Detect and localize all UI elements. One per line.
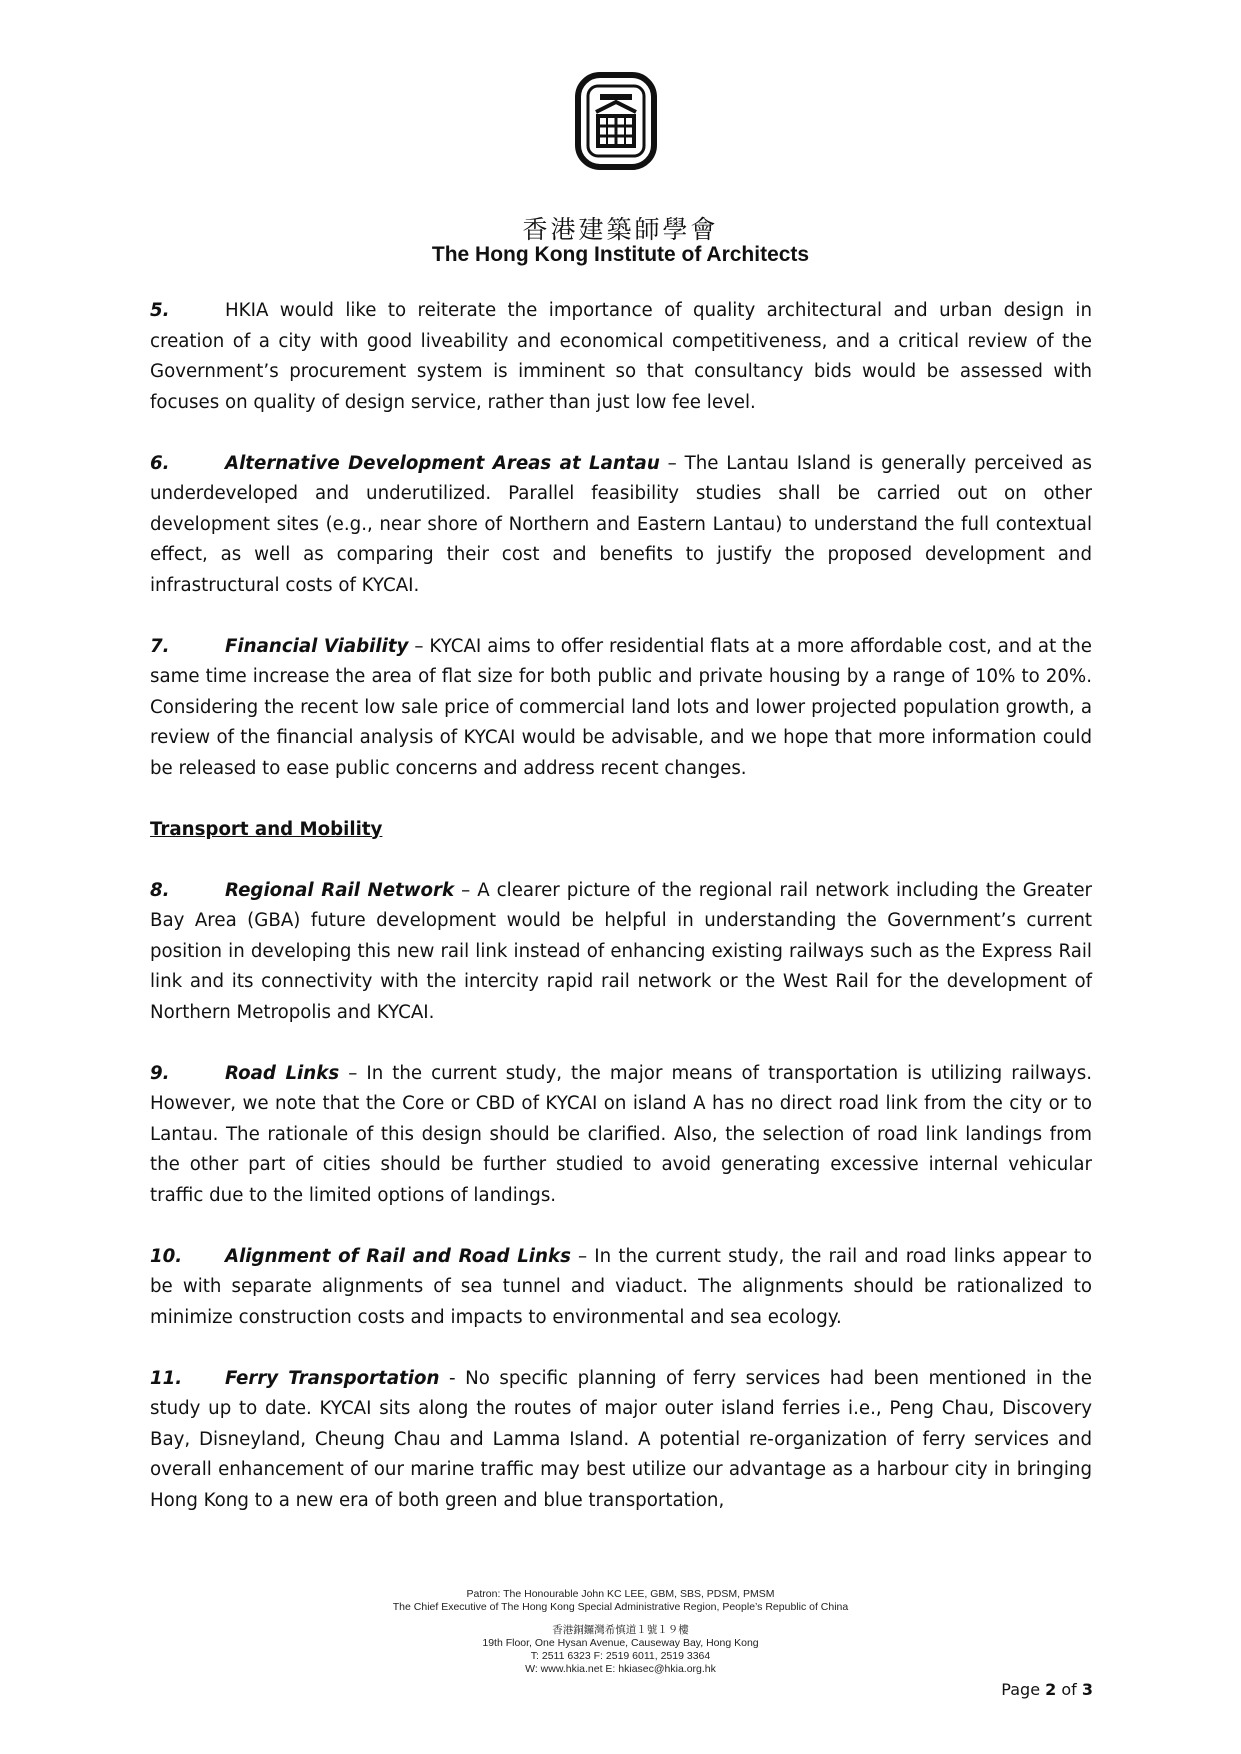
paragraph-11 [150, 1364, 1092, 1517]
paragraph-text: – The Lantau Island is generally perceived as underdeveloped and underutilized. Parallel feasibility studies shall be carried out on other development sites (e.g., near shore of Northern and Eastern Lantau) to understand the full contextual effect, as well as comparing their cost and benefits to justify the proposed development and infrastructural costs of KYCAI. [150, 452, 1092, 596]
footer-address: 19th Floor, One Hysan Avenue, Causeway Bay, Hong Kong [482, 1637, 759, 1649]
section-heading: Transport and Mobility [150, 818, 383, 840]
paragraph-7 [150, 632, 1092, 785]
paragraph-text: – KYCAI aims to offer residential flats at a more affordable cost, and at the same time increase the area of flat size for both public and private housing by a range of 10% to 20%. Considering the recent low sale price of commercial land lots and lower projected population growth, a review of the financial analysis of KYCAI would be advisable, and we hope that more information could be released to ease public concerns and address recent changes. [150, 635, 1092, 779]
footer-web-email: W: www.hkia.net E: hkiasec@hkia.org.hk [525, 1663, 716, 1675]
paragraph-10 [150, 1242, 1092, 1334]
paragraph-number: 11. [150, 1367, 183, 1389]
paragraph-text: – A clearer picture of the regional rail network including the Greater Bay Area (GBA) future development would be helpful in understanding the Government’s current position in developing this new rail link instead of enhancing existing railways such as the Express Rail link and its connectivity with the intercity rapid rail network or the West Rail for the development of Northern Metropolis and KYCAI. [150, 879, 1092, 1023]
paragraph-title: Ferry Transportation [225, 1367, 440, 1389]
footer-address-chinese: 香港銅鑼灣希慎道１號１９樓 [552, 1624, 689, 1636]
paragraph-text: – In the current study, the major means of transportation is utilizing railways. However, we note that the Core or CBD of KYCAI on island A has no direct road link from the city or to Lantau. The rationale of this design should be clarified. Also, the selection of road link landings from the other part of cities should be further studied to avoid generating excessive internal vehicular traffic due to the limited options of landings. [150, 1062, 1092, 1206]
paragraph-text: HKIA would like to reiterate the importance of quality architectural and urban design in creation of a city with good liveability and economical competitiveness, and a critical review of the Government’s procurement system is imminent so that consultancy bids would be assessed with focuses on quality of design service, rather than just low fee level. [150, 300, 1092, 413]
paragraph-number: 7. [150, 635, 170, 657]
paragraph-5 [150, 296, 1092, 418]
paragraph-title: Alternative Development Areas at Lantau [225, 452, 660, 474]
page-total: 3 [1081, 1680, 1093, 1699]
hkia-logo [574, 72, 658, 170]
paragraph-number: 8. [150, 879, 170, 901]
page-prefix: Page [1001, 1680, 1046, 1699]
letterhead-footer [0, 1588, 1241, 1676]
paragraph-number: 10. [150, 1245, 183, 1267]
footer-patron-title: The Chief Executive of The Hong Kong Special Administrative Region, People’s Republic of China [392, 1601, 849, 1613]
footer-patron: Patron: The Honourable John KC LEE, GBM, SBS, PDSM, PMSM [466, 1588, 775, 1600]
paragraph-title: Road Links [225, 1062, 340, 1084]
paragraph-text: - No specific planning of ferry services had been mentioned in the study up to date. KYCAI sits along the routes of major outer island ferries i.e., Peng Chau, Discovery Bay, Disneyland, Cheung Chau and Lamma Island. A potential re-organization of ferry services and overall enhancement of our marine traffic may best utilize our advantage as a harbour city in bringing Hong Kong to a new era of both green and blue transportation, [150, 1367, 1092, 1511]
paragraph-6 [150, 449, 1092, 602]
page-number [1001, 1680, 1093, 1699]
page-mid: of [1056, 1680, 1082, 1699]
paragraph-number: 5. [150, 300, 170, 321]
paragraph-title: Alignment of Rail and Road Links [225, 1245, 571, 1267]
paragraph-number: 9. [150, 1062, 170, 1084]
org-name-english: The Hong Kong Institute of Architects [431, 243, 810, 266]
paragraph-title: Financial Viability [225, 635, 409, 657]
paragraph-text: – In the current study, the rail and road links appear to be with separate alignments of sea tunnel and viaduct. The alignments should be rationalized to minimize construction costs and impacts to environmental and sea ecology. [150, 1245, 1092, 1328]
page-current: 2 [1045, 1680, 1057, 1699]
footer-phones: T: 2511 6323 F: 2519 6011, 2519 3364 [530, 1650, 711, 1662]
paragraph-8 [150, 876, 1092, 1029]
paragraph-9 [150, 1059, 1092, 1212]
org-name-chinese: 香港建築師學會 [522, 215, 719, 244]
paragraph-number: 6. [150, 452, 170, 474]
paragraph-title: Regional Rail Network [225, 879, 455, 901]
letter-body [150, 296, 1092, 1547]
